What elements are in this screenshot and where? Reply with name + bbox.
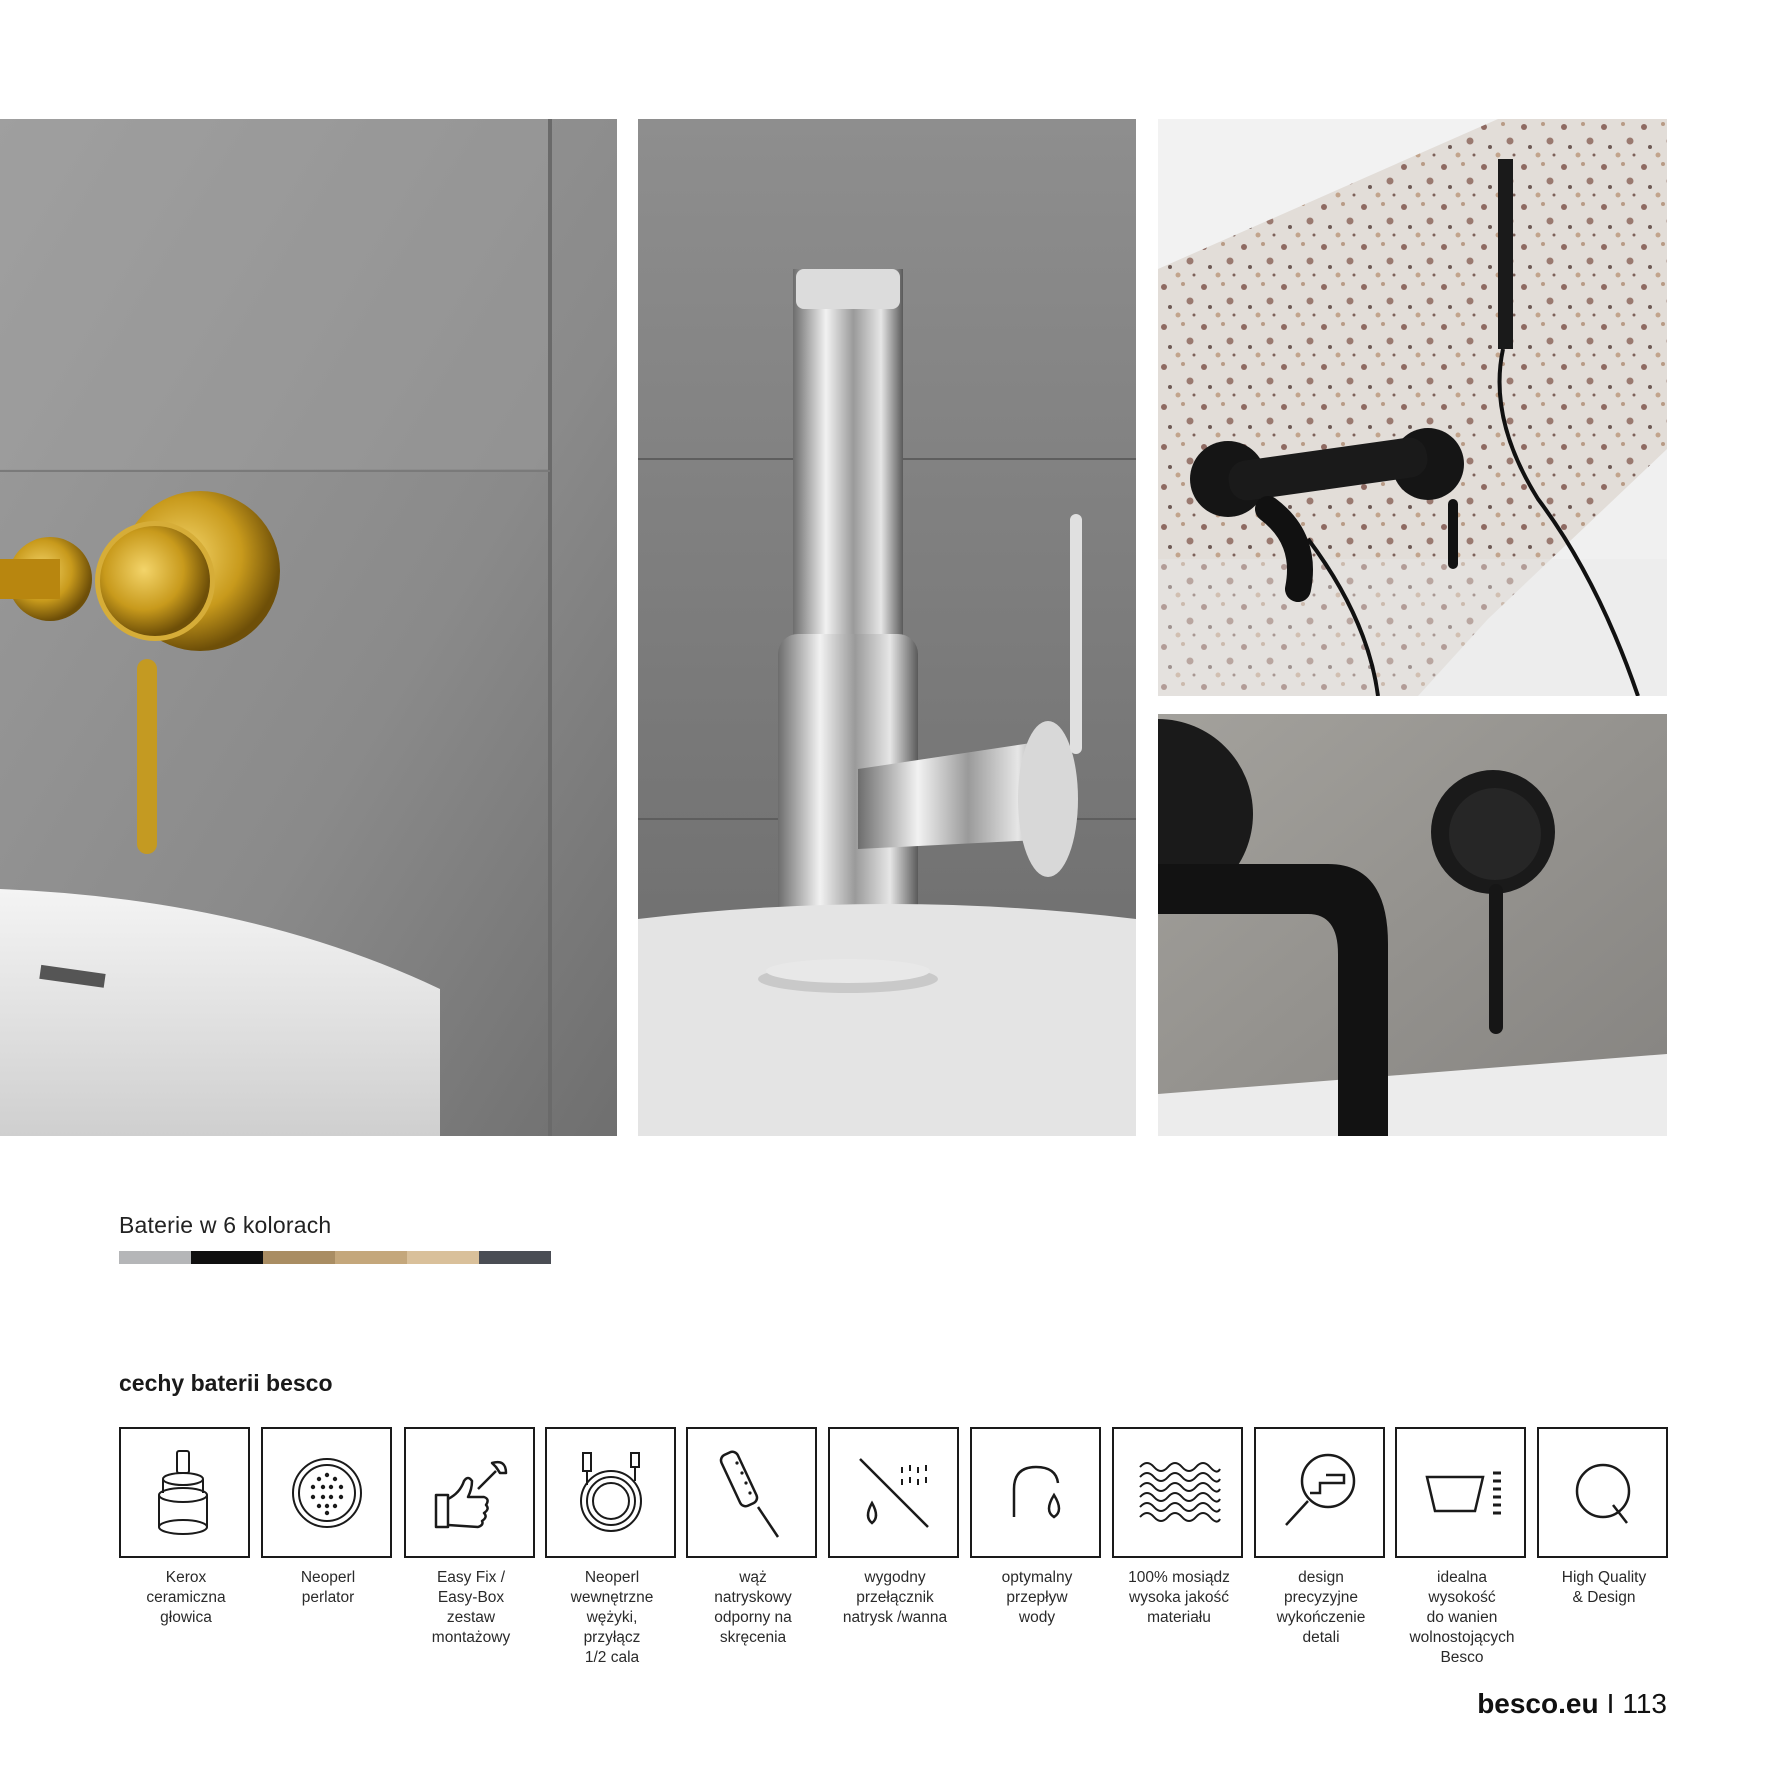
feature-label: High Quality & Design [1561,1569,1647,1606]
cartridge-icon [119,1427,250,1558]
diverter-icon [828,1427,959,1558]
aerator-icon [261,1427,392,1558]
hose-icon [545,1427,676,1558]
swatch-black [191,1251,263,1264]
quality-q-icon [1537,1427,1668,1558]
bathtub-height-icon [1395,1427,1526,1558]
feature-label: Neoperl wewnętrzne wężyki, przyłącz 1/2 cala [570,1569,654,1666]
page-footer [1477,1688,1667,1720]
feature-label: wygodny przełącznik natrysk /wanna [842,1569,948,1626]
photo-black-bath-mixer [1158,119,1667,696]
feature-hoses [545,1427,679,1668]
feature-shower-hose [686,1427,820,1648]
feature-brass [1112,1427,1246,1628]
photo-gold-mixer [0,119,617,1136]
feature-label: 100% mosiądz wysoka jakość materiału [1128,1569,1230,1626]
feature-flow [970,1427,1104,1628]
feature-easy-fix [404,1427,538,1648]
feature-label: Neoperl perlator [300,1569,356,1606]
brass-mesh-icon [1112,1427,1243,1558]
feature-label: optymalny przepływ wody [1001,1569,1073,1626]
feature-label: idealna wysokość do wanien wolnostojących Besco [1409,1569,1515,1666]
features-list [119,1427,1669,1677]
feature-label: design precyzyjne wykończenie detali [1276,1569,1366,1646]
swatch-light-gold [407,1251,479,1264]
page-number: 113 [1622,1688,1667,1719]
swatch-bronze [263,1251,335,1264]
feature-quality [1537,1427,1671,1608]
features-title: cechy baterii besco [119,1370,333,1396]
footer-separator: I [1606,1688,1615,1719]
feature-aerator [261,1427,395,1608]
feature-label: Easy Fix / Easy-Box zestaw montażowy [431,1569,511,1646]
hand-shower-icon [686,1427,817,1558]
photo-black-concealed-mixer [1158,714,1667,1136]
feature-label: Kerox ceramiczna głowica [146,1569,226,1626]
magnifier-detail-icon [1254,1427,1385,1558]
feature-cartridge [119,1427,253,1628]
feature-diverter [828,1427,962,1628]
flow-icon [970,1427,1101,1558]
colors-title: Baterie w 6 kolorach [119,1212,332,1238]
thumb-wrench-icon [404,1427,535,1558]
feature-tub-height [1395,1427,1529,1668]
color-swatches [119,1251,551,1264]
swatch-graphite [479,1251,551,1264]
feature-design [1254,1427,1388,1648]
site-link[interactable]: besco.eu [1477,1688,1599,1719]
photo-chrome-mixer [638,119,1136,1136]
swatch-gold [335,1251,407,1264]
feature-label: wąż natryskowy odporny na skręcenia [714,1569,792,1646]
swatch-chrome [119,1251,191,1264]
